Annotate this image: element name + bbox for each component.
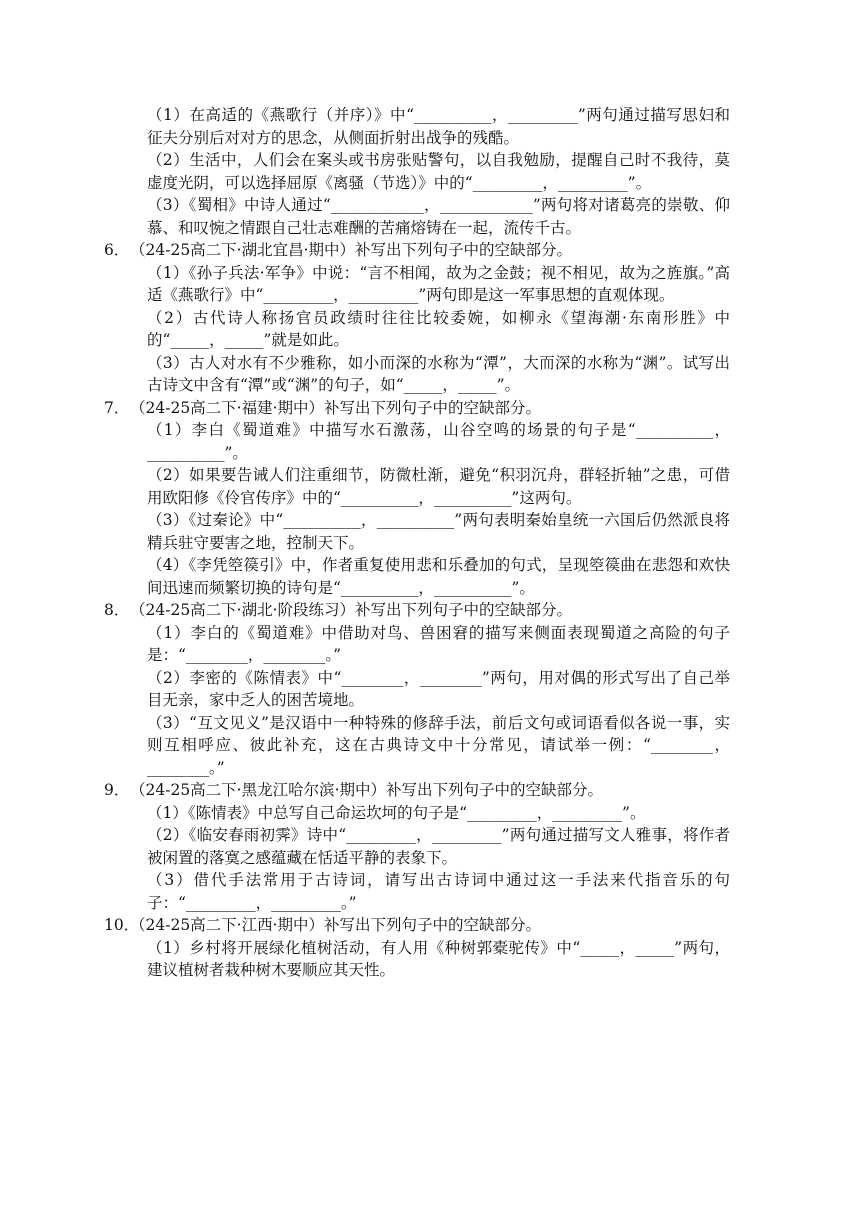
sub-question: （2）如果要告诫人们注重细节，防微杜渐，避免“积羽沉舟，群轻折轴”之患，可借用欧阳修《伶官传序》中的“__________，__________”这两句。 [147, 466, 730, 507]
sub-question: （2）李密的《陈情表》中“________，________”两句，用对偶的形式写出了自己举目无亲，家中乏人的困苦境地。 [147, 668, 730, 709]
question-number: 7． [104, 398, 130, 417]
sub-question: （3）借代手法常用于古诗词，请写出古诗词中通过这一手法来代指音乐的句子：“_________，_________。” [147, 871, 730, 912]
question-header [104, 599, 730, 622]
question-header [104, 239, 730, 262]
sub-question: （1）李白《蜀道难》中描写水石激荡，山谷空鸣的场景的句子是“__________，__________”。 [147, 421, 730, 462]
sub-question: （1）在高适的《燕歌行（并序）》中“__________，_________”两句通过描写思妇和征夫分别后对对方的思念，从侧面折射出战争的残酷。 [147, 106, 730, 147]
sub-question: （4）《李凭箜篌引》中，作者重复使用悲和乐叠加的句式，呈现箜篌曲在悲怨和欢快间迅速而频繁切换的诗句是“__________，__________”。 [147, 556, 730, 597]
question-number: 10． [104, 916, 140, 934]
sub-question: （3）《蜀相》中诗人通过“____________，____________”两句将对诸葛亮的崇敬、仰慕、和叹惋之情跟自己壮志难酬的苦痛熔铸在一起，流传千古。 [147, 196, 730, 237]
question-instruction: （24-25高二下·黑龙江哈尔滨·期中）补写出下列句子中的空缺部分。 [130, 781, 604, 799]
sub-question: （3）《过秦论》中“__________，__________”两句表明秦始皇统一六国后仍然派良将精兵驻守要害之地，控制天下。 [147, 511, 730, 552]
sub-question: （2）《临安春雨初霁》诗中“_________，_________”两句通过描写文人雅事，将作者被闲置的落寞之感蕴藏在恬适平静的表象下。 [147, 826, 730, 867]
sub-question: （3）“互文见义”是汉语中一种特殊的修辞手法，前后文句或词语看似各说一事，实则互相呼应、彼此补充，这在古典诗文中十分常见，请试举一例：“________，________。” [147, 713, 730, 777]
sub-question: （1）《孙子兵法·军争》中说：“言不相闻，故为之金鼓；视不相见，故为之旌旗。”高适《燕歌行》中“_________，_________”两句即是这一军事思想的直观体现。 [147, 263, 730, 304]
question-number: 9． [104, 781, 130, 799]
question-number: 8． [104, 601, 130, 619]
question-number: 6． [104, 241, 130, 259]
question-instruction: （24-25高二下·湖北宜昌·期中）补写出下列句子中的空缺部分。 [130, 241, 573, 259]
question-header [104, 779, 730, 802]
question-instruction: （24-25高二下·福建·期中）补写出下列句子中的空缺部分。 [130, 398, 542, 417]
question-instruction: （24-25高二下·湖北·阶段练习）补写出下列句子中的空缺部分。 [130, 601, 573, 619]
sub-question: （2）古代诗人称扬官员政绩时往往比较委婉，如柳永《望海潮·东南形胜》中的“_____，_____”就是如此。 [147, 308, 730, 349]
sub-question: （1）乡村将开展绿化植树活动，有人用《种树郭橐驼传》中“_____，_____”两句，建议植树者栽种树木要顺应其天性。 [147, 938, 730, 979]
question-instruction: （24-25高二下·江西·期中）补写出下列句子中的空缺部分。 [130, 916, 542, 934]
sub-question: （1）《陈情表》中总写自己命运坎坷的句子是“_________，_________”。 [147, 803, 646, 822]
sub-question: （2）生活中，人们会在案头或书房张贴警句，以自我勉励，提醒自己时不我待，莫虚度光阴，可以选择屈原《离骚（节选）》中的“_________，_________”。 [147, 151, 730, 192]
sub-question: （3）古人对水有不少雅称，如小而深的水称为“潭”，大而深的水称为“渊”。试写出古诗文中含有“潭”或“渊”的句子，如“_____，_____”。 [147, 353, 730, 394]
question-header [104, 914, 730, 937]
question-list [104, 104, 730, 982]
question-header [104, 397, 730, 420]
sub-question: （1）李白的《蜀道难》中借助对鸟、兽困窘的描写来侧面表现蜀道之高险的句子是：“________，________。” [147, 623, 730, 664]
